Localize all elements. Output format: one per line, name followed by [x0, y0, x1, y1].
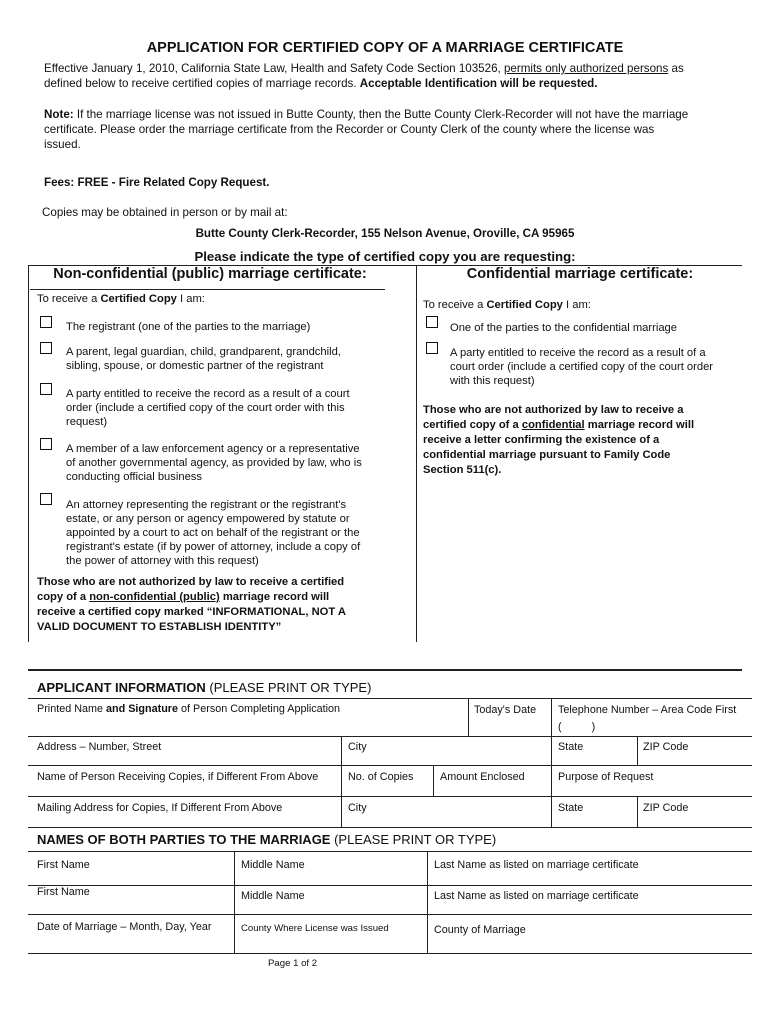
- option-text: appointed by a court to act on behalf of the registrant or the: [66, 527, 360, 539]
- warning-text: Those who are not authorized by law to receive a: [423, 404, 684, 416]
- option-text: sibling, spouse, or domestic partner of the registrant: [66, 360, 324, 372]
- attorney-label: [66, 498, 360, 568]
- intro-text: Effective January 1, 2010, California State Law, Health and Safety Code Section 103526,: [44, 62, 504, 75]
- non-confidential-heading: Non-confidential (public) marriage certificate:: [53, 266, 367, 282]
- confidential-court-order-checkbox[interactable]: [426, 342, 438, 354]
- intro-paragraph: [44, 61, 744, 91]
- note-label: Note:: [44, 108, 74, 121]
- option-text: court order (include a certified copy of the court order: [450, 361, 714, 373]
- todays-date-field[interactable]: Today's Date: [474, 704, 537, 716]
- confidential-party-label: One of the parties to the confidential marriage: [450, 322, 677, 334]
- option-text: with this request): [450, 375, 535, 387]
- first-name-2-field[interactable]: First Name: [37, 886, 90, 898]
- grid-line: [28, 827, 752, 828]
- field-label: of Person Completing Application: [178, 703, 341, 715]
- option-text: of another governmental agency, as provided by law, who is: [66, 457, 362, 469]
- section-subtitle: (PLEASE PRINT OR TYPE): [330, 832, 497, 847]
- applicant-heading: [37, 680, 371, 695]
- grid-line: [28, 885, 752, 886]
- warning-text: VALID DOCUMENT TO ESTABLISH IDENTITY”: [37, 621, 282, 633]
- telephone-field[interactable]: Telephone Number – Area Code First: [558, 704, 737, 716]
- page-title: APPLICATION FOR CERTIFIED COPY OF A MARRIAGE CERTIFICATE: [146, 40, 624, 56]
- warning-underline: confidential: [521, 419, 585, 431]
- note-text: certificate. Please order the marriage certificate from the Recorder or County Clerk of the county where the license was: [44, 123, 655, 136]
- grid-line: [28, 796, 752, 797]
- confidential-party-checkbox[interactable]: [426, 316, 438, 328]
- left-receive-text: [37, 292, 205, 306]
- mailing-address: Butte County Clerk-Recorder, 155 Nelson Avenue, Oroville, CA 95965: [195, 227, 575, 240]
- option-text: order (include a certified copy of the court order with this: [66, 402, 345, 414]
- grid-line: [28, 914, 752, 915]
- left-column-border: [28, 266, 29, 642]
- field-label: Printed Name: [37, 703, 107, 715]
- section-rule: [28, 669, 742, 671]
- grid-line: [28, 765, 752, 766]
- grid-line: [28, 736, 752, 737]
- option-text: An attorney representing the registrant or the registrant's: [66, 499, 347, 511]
- grid-line: [637, 796, 638, 827]
- parent-guardian-label: [66, 345, 341, 373]
- option-text: estate, or any person or agency empowered by statute or: [66, 513, 350, 525]
- first-name-1-field[interactable]: First Name: [37, 859, 90, 871]
- area-code-parens: ( ): [558, 721, 596, 733]
- grid-line: [551, 698, 552, 827]
- confidential-warning: [423, 403, 694, 478]
- attorney-checkbox[interactable]: [40, 493, 52, 505]
- last-name-2-field[interactable]: Last Name as listed on marriage certificate: [434, 890, 639, 902]
- last-name-1-field[interactable]: Last Name as listed on marriage certificate: [434, 859, 639, 871]
- grid-line: [341, 736, 342, 827]
- zip-field[interactable]: ZIP Code: [643, 741, 689, 753]
- grid-line: [433, 765, 434, 796]
- grid-line: [468, 698, 469, 736]
- amount-enclosed-field[interactable]: Amount Enclosed: [440, 771, 525, 783]
- grid-line: [427, 851, 428, 953]
- city-field[interactable]: City: [348, 741, 367, 753]
- page-number: Page 1 of 2: [268, 958, 318, 969]
- grid-line: [234, 851, 235, 953]
- section-title: NAMES OF BOTH PARTIES TO THE MARRIAGE: [37, 832, 331, 847]
- warning-text: receive a letter confirming the existence of a: [423, 434, 660, 446]
- section-title: APPLICANT INFORMATION: [37, 680, 206, 695]
- state-field[interactable]: State: [558, 741, 584, 753]
- mailing-address-field[interactable]: Mailing Address for Copies, If Different From Above: [37, 802, 283, 814]
- option-text: registrant's estate (if by power of attorney, include a copy of: [66, 541, 361, 553]
- parties-heading: [37, 832, 496, 847]
- intro-text: as: [668, 62, 684, 75]
- mailing-state-field[interactable]: State: [558, 802, 584, 814]
- date-of-marriage-field[interactable]: Date of Marriage – Month, Day, Year: [37, 921, 212, 933]
- address-field[interactable]: Address – Number, Street: [37, 741, 162, 753]
- court-order-label: [66, 387, 350, 429]
- field-label-bold: and Signature: [106, 703, 179, 715]
- copies-text: Copies may be obtained in person or by mail at:: [42, 206, 288, 219]
- mailing-city-field[interactable]: City: [348, 802, 367, 814]
- grid-line: [28, 851, 752, 852]
- county-license-field[interactable]: County Where License was Issued: [241, 923, 389, 934]
- warning-underline: non-confidential (public): [89, 591, 220, 603]
- receive-text: I am:: [176, 293, 205, 305]
- column-divider: [416, 266, 417, 642]
- grid-line: [28, 953, 752, 954]
- left-heading-underline: [30, 289, 385, 290]
- option-text: A party entitled to receive the record as a result of a court: [66, 388, 350, 400]
- law-enforcement-checkbox[interactable]: [40, 438, 52, 450]
- warning-text: confidential marriage pursuant to Family Code: [423, 449, 671, 461]
- note-paragraph: [44, 107, 744, 152]
- note-text: If the marriage license was not issued in Butte County, then the Butte County Clerk-Recorder will not have the marriage: [73, 108, 689, 121]
- confidential-court-order-label: [450, 346, 713, 388]
- intro-text: defined below to receive certified copies of marriage records.: [44, 77, 360, 90]
- receive-bold: Certified Copy: [100, 293, 177, 305]
- middle-name-1-field[interactable]: Middle Name: [241, 859, 305, 871]
- indicate-heading: Please indicate the type of certified copy you are requesting:: [194, 249, 576, 264]
- intro-underline-text: permits only authorized persons: [503, 62, 669, 75]
- warning-text: marriage record will: [219, 591, 330, 603]
- warning-text: Those who are not authorized by law to receive a certified: [37, 576, 345, 588]
- confidential-heading: Confidential marriage certificate:: [466, 266, 694, 282]
- option-text: conducting official business: [66, 471, 202, 483]
- warning-text: Section 511(c).: [423, 464, 502, 476]
- right-receive-text: [423, 298, 591, 312]
- option-text: A party entitled to receive the record as a result of a: [450, 347, 706, 359]
- note-text: issued.: [44, 138, 81, 151]
- law-enforcement-label: [66, 442, 362, 484]
- option-text: A member of a law enforcement agency or a representative: [66, 443, 360, 455]
- receiving-person-field[interactable]: Name of Person Receiving Copies, if Different From Above: [37, 771, 319, 783]
- registrant-checkbox[interactable]: [40, 316, 52, 328]
- court-order-checkbox[interactable]: [40, 383, 52, 395]
- section-subtitle: (PLEASE PRINT OR TYPE): [205, 680, 372, 695]
- county-of-marriage-field[interactable]: County of Marriage: [434, 924, 526, 936]
- intro-bold-text: Acceptable Identification will be requested.: [359, 77, 598, 90]
- middle-name-2-field[interactable]: Middle Name: [241, 890, 305, 902]
- non-confidential-warning: [37, 575, 346, 635]
- option-text: the power of attorney with this request): [66, 555, 259, 567]
- grid-line: [637, 736, 638, 765]
- receive-text: To receive a: [423, 299, 487, 311]
- purpose-field[interactable]: Purpose of Request: [558, 771, 654, 783]
- option-text: request): [66, 416, 108, 428]
- warning-text: copy of a: [37, 591, 90, 603]
- option-text: A parent, legal guardian, child, grandparent, grandchild,: [66, 346, 341, 358]
- mailing-zip-field[interactable]: ZIP Code: [643, 802, 689, 814]
- warning-text: certified copy of a: [423, 419, 522, 431]
- printed-name-field[interactable]: [37, 703, 340, 715]
- receive-bold: Certified Copy: [486, 299, 563, 311]
- number-of-copies-field[interactable]: No. of Copies: [348, 771, 414, 783]
- parent-guardian-checkbox[interactable]: [40, 342, 52, 354]
- receive-text: I am:: [562, 299, 591, 311]
- fees-text: Fees: FREE - Fire Related Copy Request.: [44, 176, 270, 189]
- warning-text: receive a certified copy marked “INFORMATIONAL, NOT A: [37, 606, 346, 618]
- grid-line: [28, 698, 752, 699]
- warning-text: marriage record will: [584, 419, 695, 431]
- receive-text: To receive a: [37, 293, 101, 305]
- registrant-label: The registrant (one of the parties to the marriage): [66, 321, 311, 333]
